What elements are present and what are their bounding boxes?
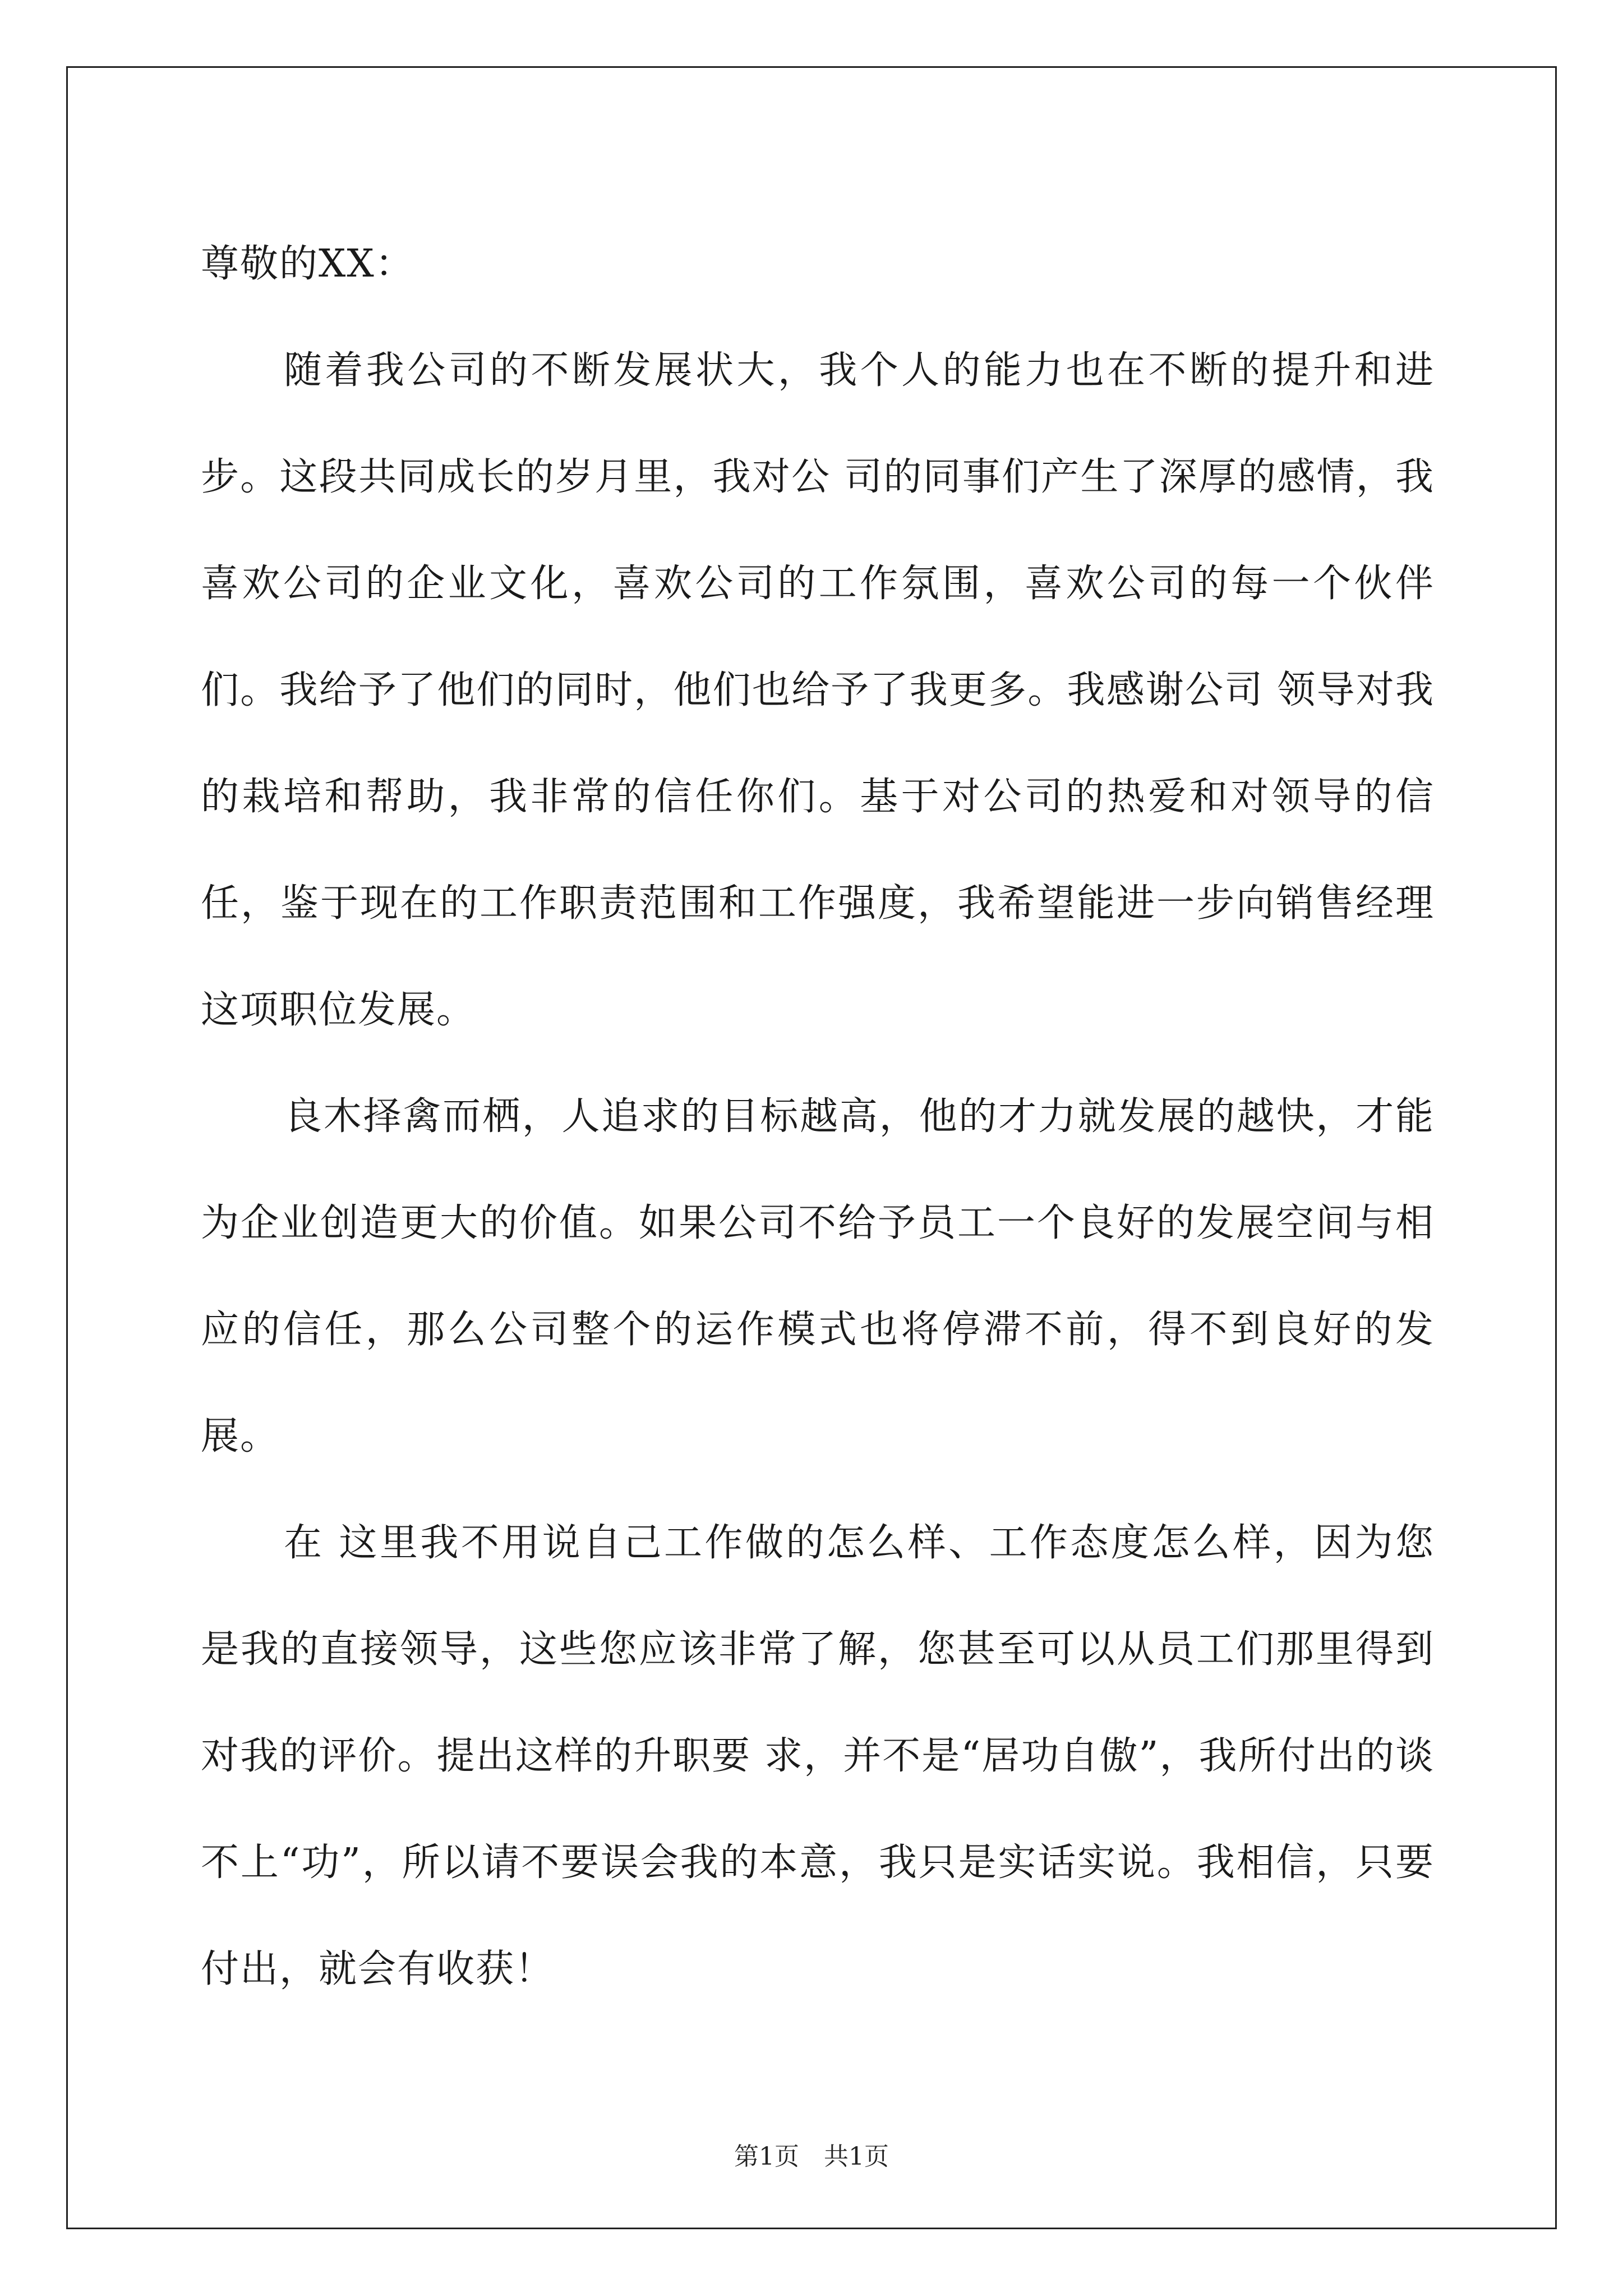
page-number: 第1页 共1页	[734, 2142, 889, 2171]
document-body	[201, 211, 1435, 2023]
salutation: 尊敬的XX：	[201, 242, 414, 286]
paragraph-2: 良木择禽而栖，人追求的目标越高，他的才力就发展的越快，才能为企业创造更大的价值。如果公司不给予员工一个良好的发展空间与相应的信任，那么公司整个的运作模式也将停滞不前，得不到良好的发展。	[201, 1094, 1435, 1458]
paragraph-1: 随着我公司的不断发展状大，我个人的能力也在不断的提升和进步。这段共同成长的岁月里，我对公 司的同事们产生了深厚的感情，我喜欢公司的企业文化，喜欢公司的工作氛围，喜欢公司的每一个伙伴们。我给予了他们的同时，他们也给予了我更多。我感谢公司 领导对我的栽培和帮助，我非常的信任你们。基于对公司的热爱和对领导的信任，鉴于现在的工作职责范围和工作强度，我希望能进一步向销售经理这项职位发展。	[201, 348, 1435, 1032]
paragraph-3: 在 这里我不用说自己工作做的怎么样、工作态度怎么样，因为您是我的直接领导，这些您应该非常了解，您甚至可以从员工们那里得到对我的评价。提出这样的升职要 求，并不是“居功自傲”，我所付出的谈不上“功”，所以请不要误会我的本意，我只是实话实说。我相信，只要付出，就会有收获！	[201, 1521, 1435, 1991]
